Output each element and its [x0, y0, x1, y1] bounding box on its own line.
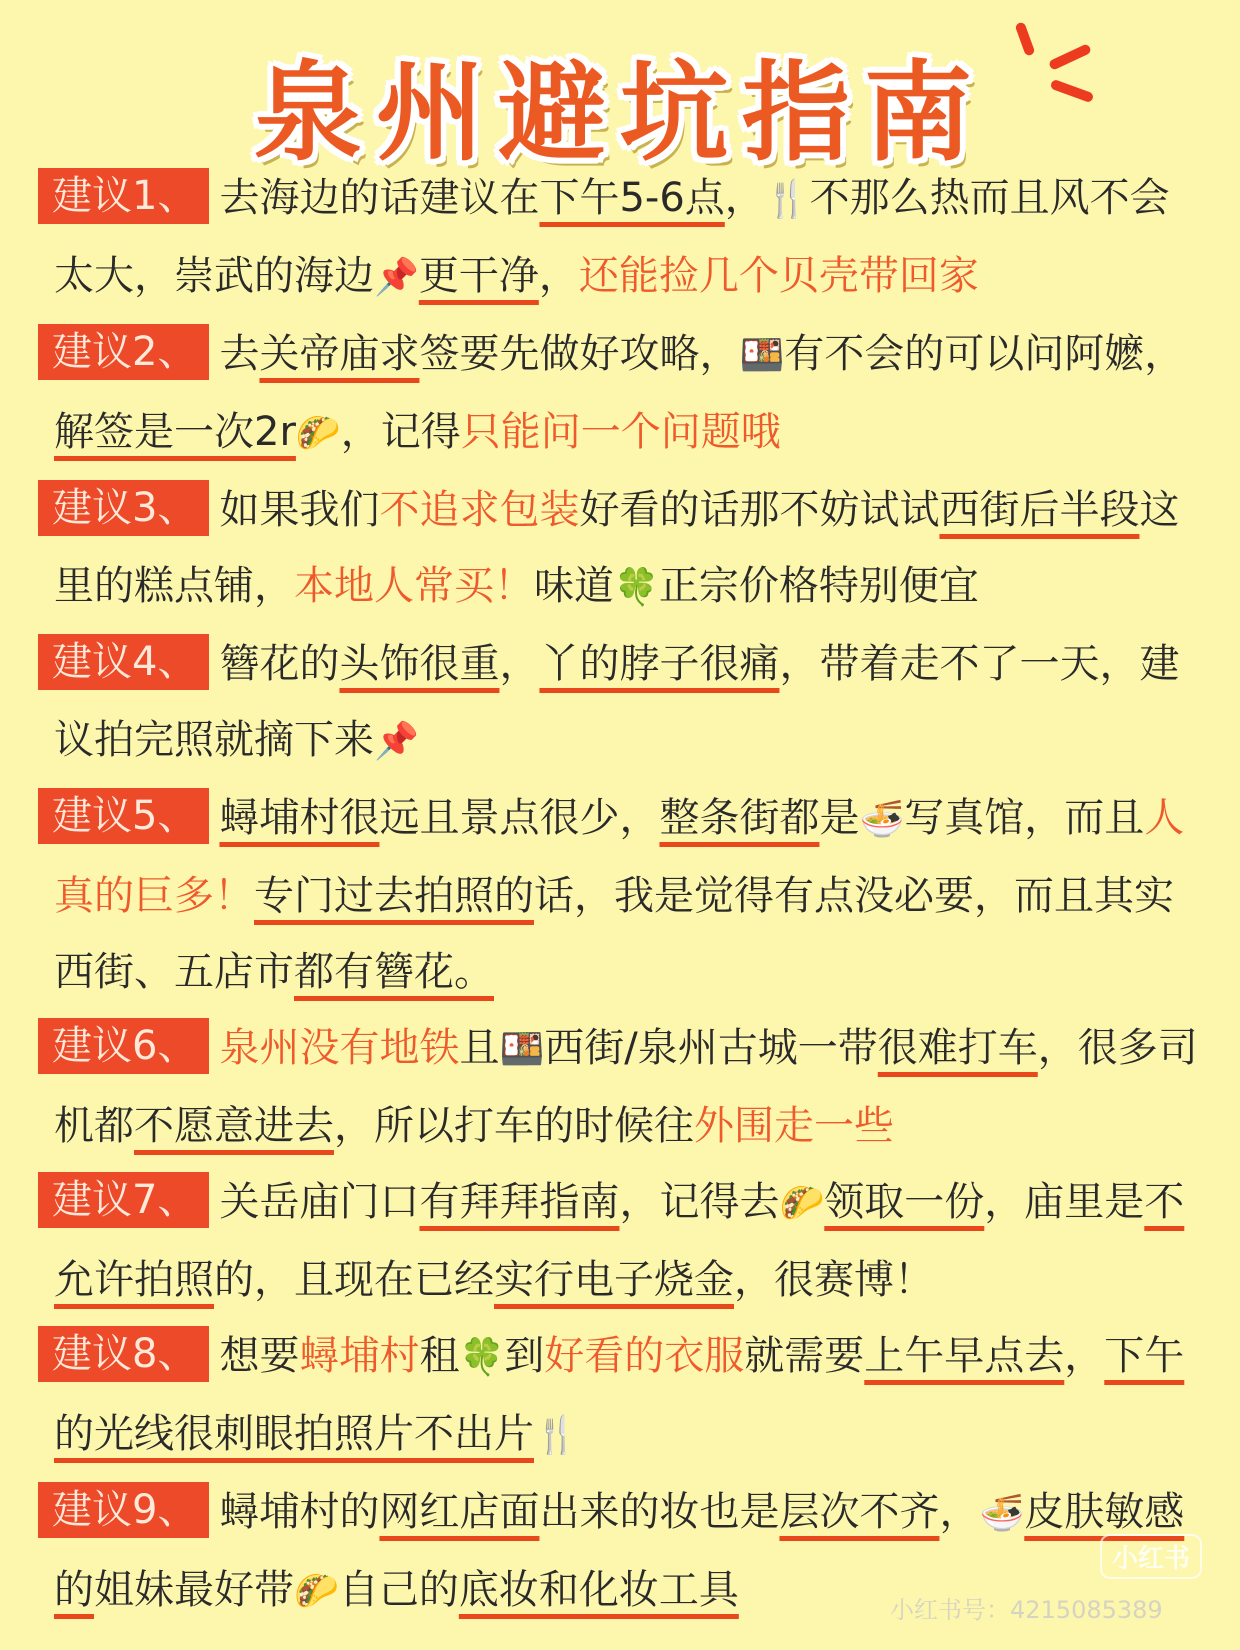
tip-text: 如果我们	[219, 487, 380, 533]
tip-badge: 建议2、	[38, 324, 209, 380]
tip-text: 关岳庙门口	[219, 1179, 420, 1225]
tip-text: 话，我是觉得有点没必要，而且其实西街、五店市	[54, 873, 1174, 995]
page-title: 泉州避坑指南	[253, 51, 986, 176]
tip-item	[0, 472, 1240, 626]
emoji-icon: 📌	[374, 257, 419, 298]
tip-text: ，庙里是	[984, 1179, 1145, 1225]
emoji-icon: 🍱	[739, 335, 785, 376]
highlight-text: 不追求包装	[379, 487, 580, 533]
tip-badge: 建议5、	[38, 788, 209, 844]
underlined-text: 蟳埔村很	[219, 795, 380, 841]
tip-text: 蟳埔村的	[219, 1489, 380, 1535]
tip-item	[0, 316, 1240, 472]
underlined-text: 整条街都	[659, 795, 820, 841]
tip-text: ，记得	[340, 409, 461, 455]
tip-text: 味道	[534, 563, 614, 609]
underlined-text: 皮肤敏感的	[54, 1489, 1185, 1613]
tip-text: 到	[504, 1333, 545, 1379]
underlined-text: 西街后半段	[939, 487, 1140, 533]
tip-item	[0, 780, 1240, 1010]
xiaohongshu-logo-watermark: 小红书	[1100, 1534, 1202, 1579]
tip-text: ，所以打车的时候往	[334, 1103, 694, 1149]
underlined-text: 关帝庙求	[259, 331, 420, 377]
tip-text: 远且景点很少，	[379, 795, 660, 841]
underlined-text: 不允许拍照	[54, 1179, 1185, 1303]
tip-item	[0, 1010, 1240, 1164]
tip-text: 姐妹最好带	[94, 1567, 294, 1613]
tip-item	[0, 1318, 1240, 1474]
tip-text: 签要先做好攻略，	[419, 331, 740, 377]
tip-text: 出来的妆也是	[539, 1489, 780, 1535]
emoji-icon: 🍜	[859, 799, 905, 840]
underlined-text: 丫的脖子很痛	[539, 641, 780, 687]
highlight-text: 人真的巨多！	[54, 795, 1185, 919]
tip-badge: 建议7、	[38, 1172, 209, 1228]
underlined-text: 网红店面	[379, 1489, 540, 1535]
tip-text: 自己的	[338, 1567, 459, 1613]
underlined-text: 底妆和化妆工具	[458, 1567, 739, 1613]
emoji-icon: 🌮	[294, 1571, 339, 1612]
tip-text: 租	[419, 1333, 460, 1379]
tip-text: 是	[819, 795, 860, 841]
tip-text: 簪花的	[219, 641, 340, 687]
underlined-text: 领取一份	[824, 1179, 985, 1225]
tip-text: ，	[1064, 1333, 1105, 1379]
tip-text: 就需要	[744, 1333, 865, 1379]
highlight-text: 本地人常买！	[294, 563, 534, 609]
tip-text: 去	[219, 331, 260, 377]
emoji-icon: 🍴	[764, 179, 810, 220]
tip-text: 去海边的话建议在	[219, 175, 540, 221]
tip-badge: 建议9、	[38, 1482, 209, 1538]
tip-item	[0, 626, 1240, 780]
underlined-text: 实行电子烧金	[494, 1257, 734, 1303]
emoji-icon: 🍀	[614, 567, 659, 608]
highlight-text: 好看的衣服	[544, 1333, 745, 1379]
tip-item	[0, 160, 1240, 316]
tip-text: ，	[939, 1489, 980, 1535]
tip-text: 不那么热而且风不会太大，崇武的海边	[54, 175, 1170, 299]
emoji-icon: 🌮	[779, 1183, 825, 1224]
tip-text: ，	[724, 175, 765, 221]
tip-text: 且	[459, 1025, 500, 1071]
underlined-text: 下午的光线很刺眼拍照片不出片	[54, 1333, 1185, 1457]
emoji-icon: 📌	[374, 721, 419, 762]
tip-text: 好看的话那不妨试试	[579, 487, 940, 533]
highlight-text: 还能捡几个贝壳带回家	[578, 253, 979, 299]
emoji-icon: 🍀	[459, 1337, 505, 1378]
tips-list	[0, 160, 1240, 1630]
emoji-icon: 🍴	[534, 1415, 579, 1456]
tip-badge: 建议6、	[38, 1018, 209, 1074]
account-id-watermark: 小红书号：4215085389	[890, 1596, 1163, 1624]
tip-text: 正宗价格特别便宜	[658, 563, 979, 609]
underlined-text: 更干净	[418, 253, 539, 299]
underlined-text: 上午早点去	[864, 1333, 1065, 1379]
emoji-icon: 🌮	[295, 413, 341, 454]
highlight-text: 泉州没有地铁	[219, 1025, 460, 1071]
tip-item	[0, 1164, 1240, 1318]
tip-text: 西街/泉州古城一带	[544, 1025, 878, 1071]
tip-text: 写真馆，而且	[904, 795, 1145, 841]
tip-text: ，很多司机都	[54, 1025, 1198, 1149]
underlined-text: 不愿意进去	[134, 1103, 334, 1149]
underlined-text: 都有簪花。	[294, 949, 494, 995]
underlined-text: 有拜拜指南	[419, 1179, 620, 1225]
tip-badge: 建议4、	[38, 634, 209, 690]
emoji-icon: 🍱	[499, 1029, 545, 1070]
tip-text: ，很赛博！	[734, 1257, 934, 1303]
highlight-text: 蟳埔村	[299, 1333, 420, 1379]
tip-badge: 建议3、	[38, 480, 209, 536]
highlight-text: 只能问一个问题哦	[460, 409, 781, 455]
tip-text: ，	[499, 641, 540, 687]
tip-text: 的，且现在已经	[214, 1257, 494, 1303]
underlined-text: 很难打车	[877, 1025, 1038, 1071]
tip-text: ，带着走不了一天，建议拍完照就摘下来	[54, 641, 1180, 763]
tip-badge: 建议8、	[38, 1326, 209, 1382]
underlined-text: 专门过去拍照的	[254, 873, 534, 919]
highlight-text: 外围走一些	[694, 1103, 894, 1149]
tip-text: ，	[538, 253, 579, 299]
tip-text: 这里的糕点铺，	[54, 487, 1180, 609]
tip-text: 有不会的可以问阿嬷，	[784, 331, 1185, 377]
emoji-icon: 🍜	[979, 1493, 1025, 1534]
tip-text: 想要	[219, 1333, 300, 1379]
underlined-text: 解签是一次2r	[54, 409, 296, 455]
tip-text: ，记得去	[619, 1179, 780, 1225]
underlined-text: 头饰很重	[339, 641, 500, 687]
emphasis-marks-decoration	[1000, 14, 1120, 134]
underlined-text: 层次不齐	[779, 1489, 940, 1535]
underlined-text: 下午5-6点	[539, 175, 725, 221]
tip-badge: 建议1、	[38, 168, 209, 224]
